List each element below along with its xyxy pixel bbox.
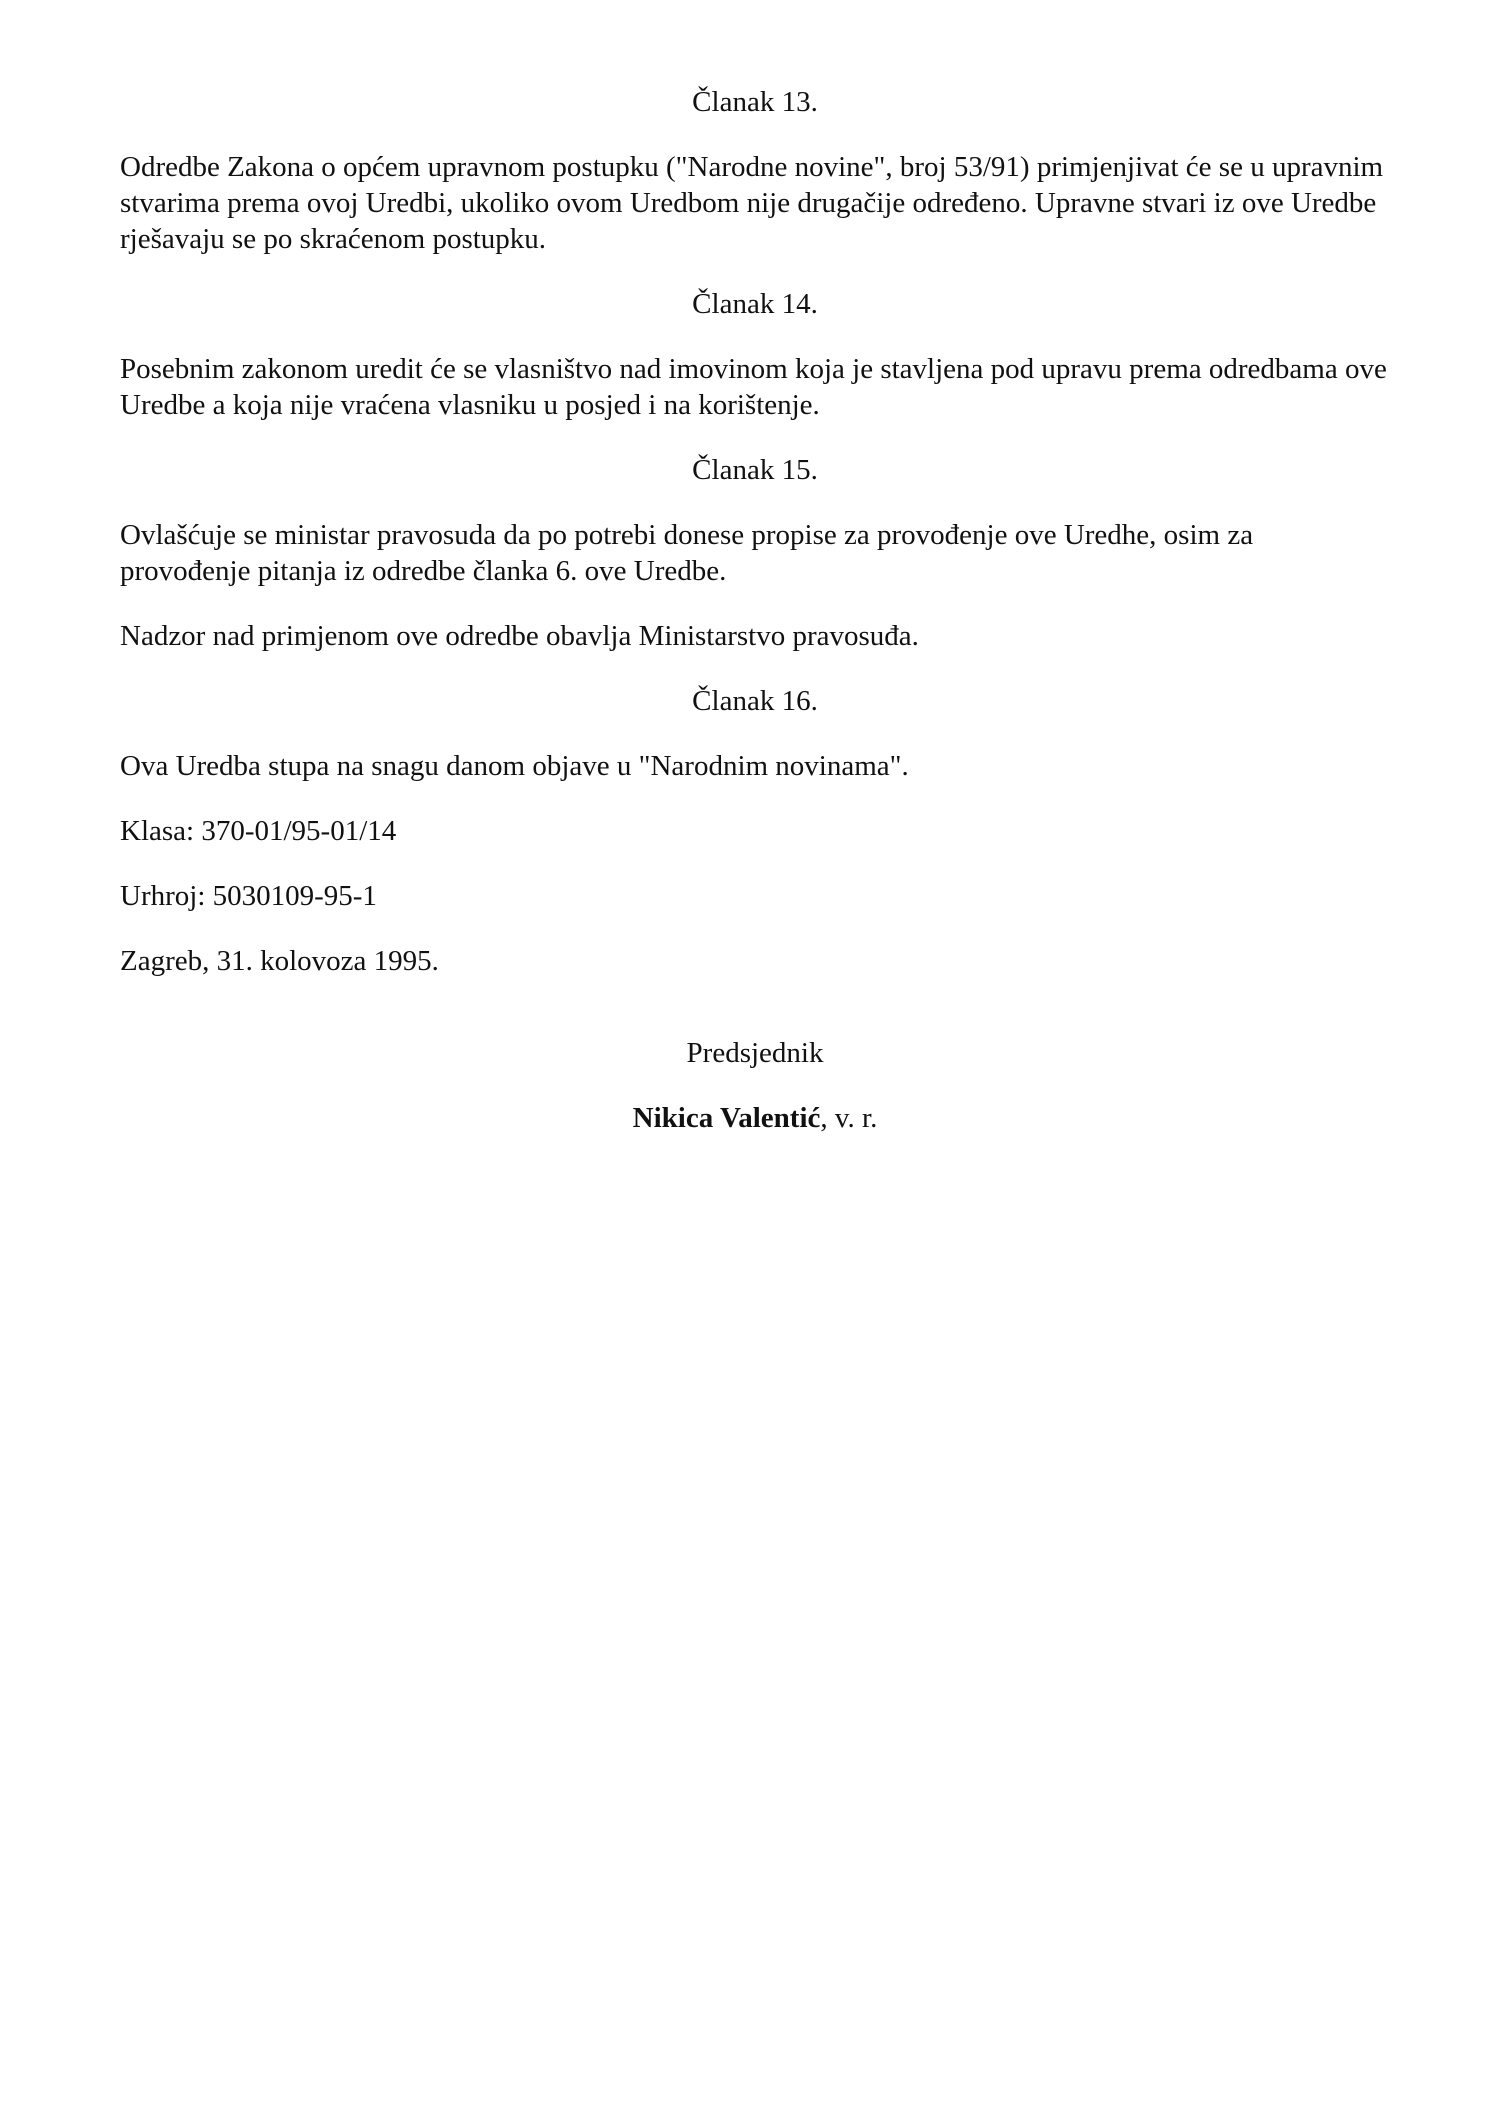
signatory-name: Nikica Valentić	[632, 1102, 821, 1134]
signatory-line	[120, 1100, 1390, 1136]
document-body	[120, 84, 1390, 1136]
signatory-suffix: , v. r.	[820, 1102, 878, 1134]
article-14	[120, 286, 1390, 423]
place-date-line: Zagreb, 31. kolovoza 1995.	[120, 945, 439, 977]
article-paragraph: Odredbe Zakona o općem upravnom postupku ("Narodne novine", broj 53/91) primjenjivat će se u upravnim stvarima prema ovoj Uredbi, ukoliko ovom Uredbom nije drugačije određeno. Upravne stvari iz ove Uredbe rješavaju se po skraćenom postupku.	[120, 151, 1384, 255]
article-paragraph: Ova Uredba stupa na snagu danom objave u "Narodnim novinama".	[120, 750, 909, 782]
article-heading: Članak 15.	[692, 454, 818, 486]
urbroj-line: Urhroj: 5030109-95-1	[120, 880, 377, 912]
article-paragraph: Nadzor nad primjenom ove odredbe obavlja Ministarstvo pravosuđa.	[120, 620, 919, 652]
article-15	[120, 452, 1390, 654]
article-heading: Članak 16.	[692, 685, 818, 717]
article-heading: Članak 14.	[692, 288, 818, 320]
article-heading: Članak 13.	[692, 86, 818, 118]
article-13	[120, 84, 1390, 257]
signatory-title: Predsjednik	[686, 1037, 824, 1069]
article-paragraph: Ovlašćuje se ministar pravosuda da po potrebi donese propise za provođenje ove Uredhe, osim za provođenje pitanja iz odredbe članka 6. ove Uredbe.	[120, 519, 1254, 587]
article-16	[120, 683, 1390, 784]
klasa-line: Klasa: 370-01/95-01/14	[120, 815, 397, 847]
article-paragraph: Posebnim zakonom uredit će se vlasništvo nad imovinom koja je stavljena pod upravu prema odredbama ove Uredbe a koja nije vraćena vlasniku u posjed i na korištenje.	[120, 353, 1387, 421]
